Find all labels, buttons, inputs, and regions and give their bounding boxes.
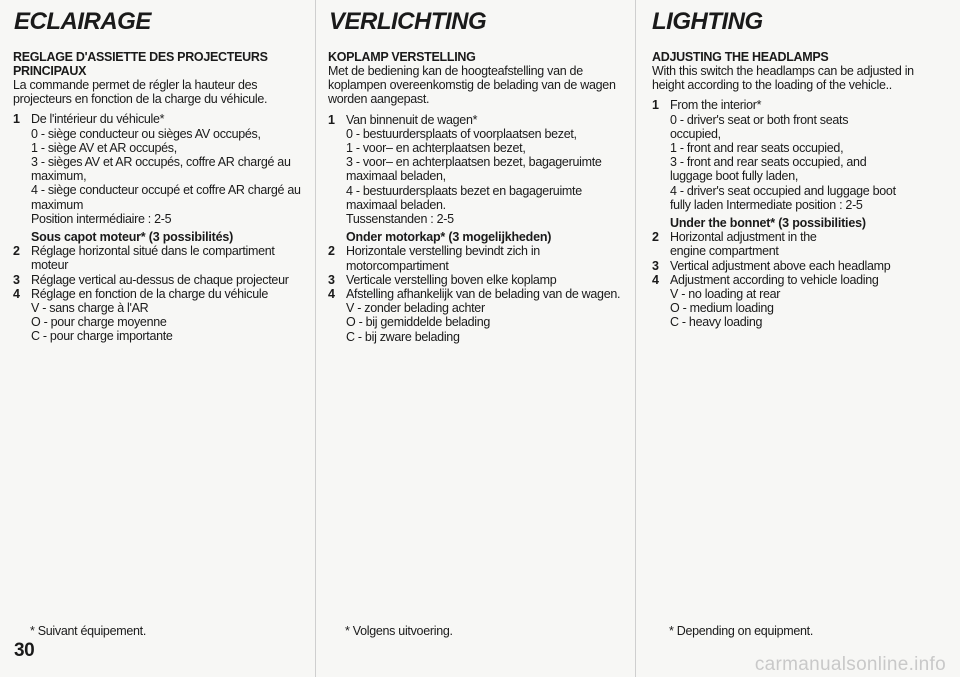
intro-text: With this switch the headlamps can be adjusted in height according to the loading of the vehicle.. bbox=[652, 64, 914, 93]
item-text: Afstelling afhankelijk van de belading van de wagen. bbox=[346, 287, 621, 302]
section-title: LIGHTING bbox=[652, 8, 763, 35]
item-number: 2 bbox=[652, 230, 659, 245]
intro-text: Met de bediening kan de hoogteafstelling van de koplampen overeenkomstig de belading van de wagen worden aangepast. bbox=[328, 64, 616, 107]
item-number: 1 bbox=[328, 112, 335, 127]
option-line: 0 - driver's seat or both front seats occupied, bbox=[670, 112, 849, 141]
item-text: Adjustment according to vehicle loading bbox=[670, 272, 879, 287]
item-number: 4 bbox=[652, 272, 659, 287]
section-title: ECLAIRAGE bbox=[14, 8, 151, 35]
option-line: V - sans charge à l'AR bbox=[31, 301, 149, 316]
bonnet-heading: Onder motorkap* (3 mogelijkheden) bbox=[346, 230, 552, 245]
item-text: From the interior* bbox=[670, 98, 762, 113]
item-text: Réglage en fonction de la charge du véhicule bbox=[31, 286, 268, 301]
item-number: 1 bbox=[13, 112, 20, 127]
bonnet-heading: Under the bonnet* (3 possibilities) bbox=[670, 216, 866, 231]
item-number: 3 bbox=[652, 258, 659, 273]
section-subtitle: REGLAGE D'ASSIETTE DES PROJECTEURS PRINCIPAUX bbox=[13, 50, 268, 78]
list-item bbox=[13, 244, 315, 272]
watermark: carmanualsonline.info bbox=[754, 654, 946, 675]
option-line: 4 - siège conducteur occupé et coffre AR chargé au maximum bbox=[31, 183, 301, 212]
item-text: De l'intérieur du véhicule* bbox=[31, 112, 165, 127]
item-number: 3 bbox=[13, 272, 20, 287]
column-dutch bbox=[315, 0, 635, 677]
option-line: V - no loading at rear bbox=[670, 287, 781, 302]
item-number: 3 bbox=[328, 272, 335, 287]
item-text: Van binnenuit de wagen* bbox=[346, 112, 478, 127]
item-text: Réglage horizontal situé dans le compartiment moteur bbox=[31, 244, 275, 273]
option-line: Tussenstanden : 2-5 bbox=[346, 212, 454, 227]
item-text: Horizontale verstelling bevindt zich in motorcompartiment bbox=[346, 244, 540, 273]
item-text: Réglage vertical au-dessus de chaque projecteur bbox=[31, 272, 289, 287]
option-line: 1 - siège AV et AR occupés, bbox=[31, 140, 177, 155]
item-number: 4 bbox=[328, 287, 335, 302]
footnote: * Suivant équipement. bbox=[30, 624, 147, 638]
option-line: 4 - driver's seat occupied and luggage boot fully laden Intermediate position : 2-5 bbox=[670, 183, 896, 212]
list-item bbox=[652, 259, 960, 273]
item-number: 4 bbox=[13, 286, 20, 301]
option-line: C - bij zware belading bbox=[346, 329, 460, 344]
item-text: Vertical adjustment above each headlamp bbox=[670, 258, 891, 273]
bonnet-heading: Sous capot moteur* (3 possibilités) bbox=[31, 230, 234, 245]
option-line: O - medium loading bbox=[670, 301, 774, 316]
item-number: 2 bbox=[328, 244, 335, 259]
list-item bbox=[652, 98, 960, 112]
option-line: 3 - voor– en achterplaatsen bezet, bagageruimte maximaal beladen, bbox=[346, 155, 602, 184]
column-english bbox=[635, 0, 960, 677]
option-line: Position intermédiaire : 2-5 bbox=[31, 211, 172, 226]
intro-text: La commande permet de régler la hauteur des projecteurs en fonction de la charge du véhicule. bbox=[13, 78, 268, 107]
item-text: Horizontal adjustment in the engine compartment bbox=[670, 230, 817, 259]
item-text: Verticale verstelling boven elke koplamp bbox=[346, 272, 557, 287]
list-item bbox=[328, 287, 635, 301]
option-line: 0 - siège conducteur ou sièges AV occupés, bbox=[31, 126, 261, 141]
list-item bbox=[13, 273, 315, 287]
option-line: 1 - voor– en achterplaatsen bezet, bbox=[346, 141, 526, 156]
option-line: 3 - sièges AV et AR occupés, coffre AR chargé au maximum, bbox=[31, 155, 291, 184]
list-item bbox=[328, 113, 635, 127]
option-line: 3 - front and rear seats occupied, and luggage boot fully laden, bbox=[670, 155, 867, 184]
list-item bbox=[328, 273, 635, 287]
option-line: 0 - bestuurdersplaats of voorplaatsen bezet, bbox=[346, 126, 577, 141]
page-number: 30 bbox=[14, 640, 35, 661]
section-subtitle: KOPLAMP VERSTELLING bbox=[328, 50, 476, 64]
option-line: O - pour charge moyenne bbox=[31, 315, 167, 330]
item-number: 2 bbox=[13, 244, 20, 259]
option-line: C - pour charge importante bbox=[31, 329, 173, 344]
footnote: * Volgens uitvoering. bbox=[345, 624, 453, 638]
list-item bbox=[13, 112, 315, 126]
option-line: O - bij gemiddelde belading bbox=[346, 315, 491, 330]
column-french bbox=[0, 0, 315, 677]
option-line: V - zonder belading achter bbox=[346, 301, 485, 316]
item-number: 1 bbox=[652, 98, 659, 113]
option-line: C - heavy loading bbox=[670, 315, 763, 330]
section-title: VERLICHTING bbox=[329, 8, 487, 35]
list-item bbox=[13, 287, 315, 301]
list-item bbox=[652, 273, 960, 287]
footnote: * Depending on equipment. bbox=[669, 624, 814, 638]
list-item bbox=[652, 230, 960, 258]
list-item bbox=[328, 244, 635, 272]
option-line: 4 - bestuurdersplaats bezet en bagageruimte maximaal beladen. bbox=[346, 183, 582, 212]
section-subtitle: ADJUSTING THE HEADLAMPS bbox=[652, 50, 829, 64]
option-line: 1 - front and rear seats occupied, bbox=[670, 141, 844, 156]
